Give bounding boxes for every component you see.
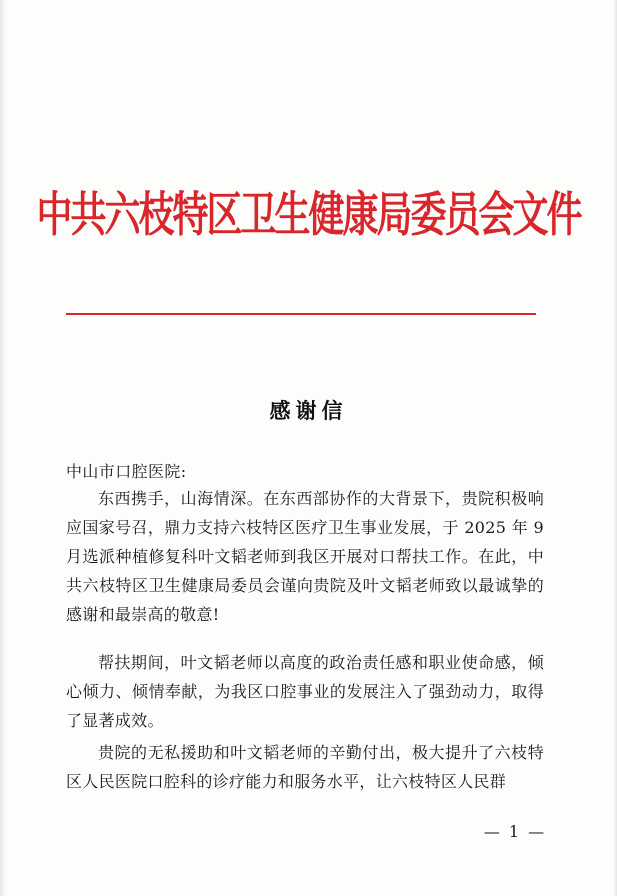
page-edge-shadow-left [0,0,6,896]
page-number: — 1 — [483,822,547,841]
letter-paragraph-2: 帮扶期间，叶文韬老师以高度的政治责任感和职业使命感，倾心倾力、倾情奉献，为我区口腔事业的发展注入了强劲动力，取得了显著成效。 [66,653,544,730]
letter-title: 感谢信 [269,398,348,423]
letter-paragraph-1: 东西携手，山海情深。在东西部协作的大背景下，贵院积极响应国家号召，鼎力支持六枝特区医疗卫生事业发展，于 2025 年 9 月选派种植修复科叶文韬老师到我区开展对口帮扶工作。在此，中共六枝特区卫生健康局委员会谨向贵院及叶文韬老师致以最诚挚的感谢和最崇高的敬意! [66,489,544,624]
document-masthead: 中共六枝特区卫生健康局委员会文件 [36,187,581,243]
letter-paragraph-3: 贵院的无私援助和叶文韬老师的辛勤付出，极大提升了六枝特区人民医院口腔科的诊疗能力和服务水平，让六枝特区人民群 [66,743,544,791]
page-edge-shadow-right [613,0,617,896]
masthead-divider-line [66,313,536,315]
letter-salutation: 中山市口腔医院: [66,462,187,481]
